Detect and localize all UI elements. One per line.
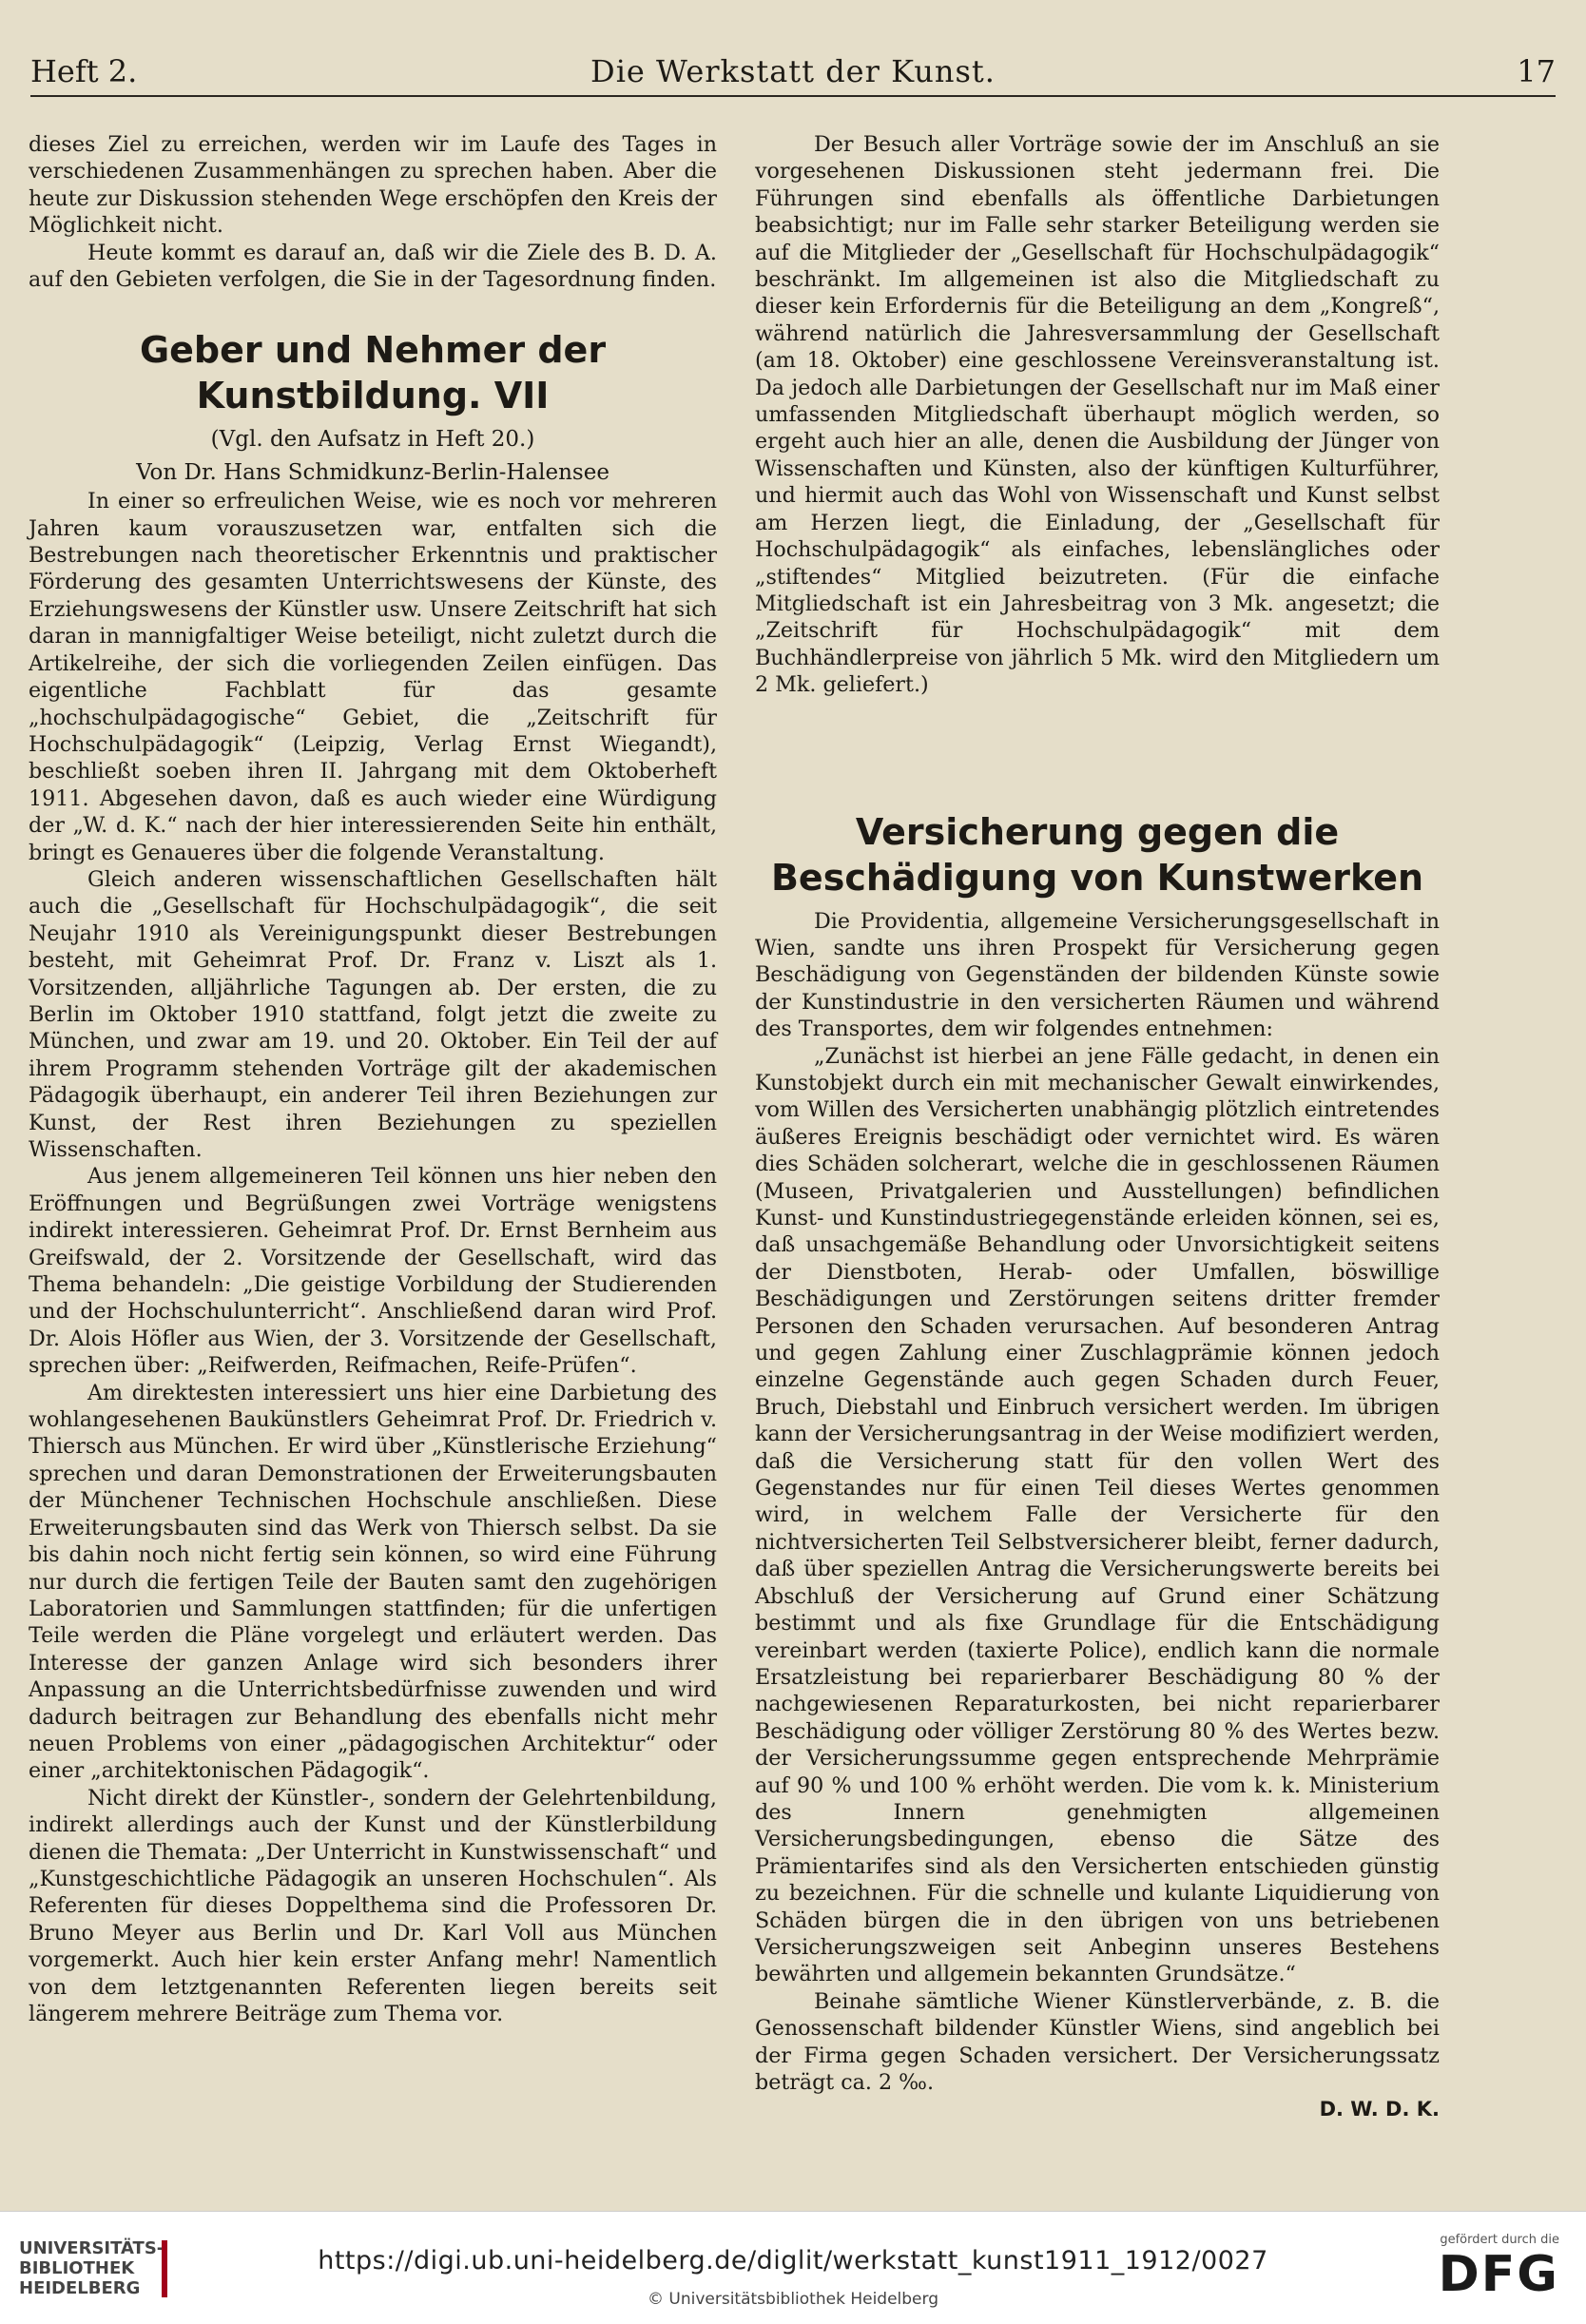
library-name-line: UNIVERSITÄTS- [19, 2238, 164, 2258]
body-paragraph: Gleich anderen wissenschaftlichen Gesellschaften hält auch die „Gesellschaft für Hochschulpädagogik“, die seit Neujahr 1910 als Vereinigungspunkt dieser Bestrebungen besteht, mit Geheimrat Prof. Dr. Franz v. Liszt als 1. Vorsitzenden, alljährliche Tagungen ab. Der ersten, die zu Berlin im Oktober 1910 stattfand, folgt jetzt die zweite zu München, und zwar am 19. und 20. Oktober. Ein Teil der auf ihrem Programm stehenden Vorträge gilt der akademischen Pädagogik überhaupt, ein anderer Teil ihren Beziehungen zur Kunst, der Rest ihren Beziehungen zu speziellen Wissenschaften. [29, 866, 717, 1162]
dfg-wordmark: DFG [1438, 2246, 1559, 2303]
body-paragraph: Am direktesten interessiert uns hier eine Darbietung des wohlangesehenen Baukünstlers Geheimrat Prof. Dr. Friedrich v. Thiersch aus München. Er wird über „Künstlerische Erziehung“ sprechen und daran Demonstrationen der Erweiterungsbauten der Münchener Technischen Hochschule anschließen. Diese Erweiterungsbauten sind das Werk von Thiersch selbst. Da sie bis dahin noch nicht fertig sein können, so wird eine Führung nur durch die fertigen Teile der Bauten samt den zugehörigen Laboratorien und Sammlungen stattfinden; für die unfertigen Teile werden die Pläne vorgelegt und erläutert werden. Das Interesse der ganzen Anlage wird sich besonders ihrer Anpassung an die Unterrichtsbedürfnisse zuwenden und wird dadurch beitragen zur Behandlung des ebenfalls nicht mehr neuen Problems von einer „pädagogischen Architektur“ oder einer „architektonischen Pädagogik“. [29, 1380, 717, 1784]
right-column [755, 131, 1440, 2123]
library-name-line: HEIDELBERG [19, 2278, 141, 2298]
body-paragraph: Nicht direkt der Künstler-, sondern der Gelehrtenbildung, indirekt allerdings auch der Kunst und der Künstlerbildung dienen die Themata: „Der Unterricht in Kunstwissenschaft“ und „Kunstgeschichtliche Pädagogik an unseren Hochschulen“. Als Referenten für dieses Doppelthema sind die Professoren Dr. Bruno Meyer aus Berlin und Dr. Karl Voll aus München vorgemerkt. Auch hier kein erster Anfang mehr! Namentlich von dem letztgenannten Referenten liegen bereits seit längerem mehrere Beiträge zum Thema vor. [29, 1785, 717, 2026]
library-name-line: BIBLIOTHEK [19, 2258, 135, 2278]
article-author: Von Dr. Hans Schmidkunz-Berlin-Halensee [136, 459, 609, 485]
intro-paragraph: Heute kommt es darauf an, daß wir die Ziele des B. D. A. auf den Gebieten verfolgen, die Sie in der Tagesordnung finden. [29, 240, 717, 293]
issue-label: Heft 2. [30, 53, 138, 89]
body-paragraph: Beinahe sämtliche Wiener Künstlerverbände, z. B. die Genossenschaft bildender Künstler Wiens, sind angeblich bei der Firma gegen Schaden versichert. Der Versicherungssatz beträgt ca. 2 ‰. [755, 1988, 1440, 2095]
intro-paragraph: dieses Ziel zu erreichen, werden wir im Laufe des Tages in verschiedenen Zusammenhängen zu sprechen haben. Aber die heute zur Diskussion stehenden Wege erschöpfen den Kreis der Möglichkeit nicht. [29, 132, 717, 239]
article-signature: D. W. D. K. [1319, 2098, 1440, 2121]
permalink-url[interactable]: https://digi.ub.uni-heidelberg.de/diglit/werkstatt_kunst1911_1912/0027 [318, 2246, 1268, 2276]
article-title: Geber und Nehmer der Kunstbildung. VII [139, 329, 607, 417]
article-title: Versicherung gegen die Beschädigung von Kunstwerken [770, 810, 1424, 899]
body-paragraph: Der Besuch aller Vorträge sowie der im Anschluß an sie vorgesehenen Diskussionen steht jedermann frei. Die Führungen sind ebenfalls als öffentliche Darbietungen beabsichtigt; nur im Falle sehr starker Beteiligung werden sie auf die Mitglieder der „Gesellschaft für Hochschulpädagogik“ beschränkt. Im allgemeinen ist also die Mitgliedschaft zu dieser kein Erfordernis für die Beteiligung an dem „Kongreß“, während natürlich die Jahresversammlung der Gesellschaft (am 18. Oktober) eine geschlossene Vereinsveranstaltung ist. Da jedoch alle Darbietungen der Gesellschaft nur im Maß einer umfassenden Mitgliedschaft überhaupt möglich werden, so ergeht auch hier an alle, denen die Ausbildung der Jünger von Wissenschaften und Künsten, also der künftigen Kulturführer, und hiermit auch das Wohl von Wissenschaft und Kunst selbst am Herzen liegt, die Einladung, der „Gesellschaft für Hochschulpädagogik“ als einfaches, lebenslängliches oder „stiftendes“ Mitglied beizutreten. (Für die einfache Mitgliedschaft ist ein Jahresbeitrag von 3 Mk. angesetzt; die „Zeitschrift für Hochschulpädagogik“ mit dem Buchhändlerpreise von jährlich 5 Mk. wird den Mitgliedern um 2 Mk. geliefert.) [755, 132, 1440, 698]
dfg-caption: gefördert durch die [1440, 2233, 1559, 2247]
journal-title: Die Werkstatt der Kunst. [590, 53, 996, 89]
body-paragraph: Die Providentia, allgemeine Versicherungsgesellschaft in Wien, sandte uns ihren Prospekt für Versicherung gegen Beschädigung von Gegenständen der bildenden Künste sowie der Kunstindustrie in den versicherten Räumen und während des Transportes, dem wir folgendes entnehmen: [755, 908, 1440, 1042]
page-number: 17 [1517, 53, 1556, 89]
body-paragraph: In einer so erfreulichen Weise, wie es noch vor mehreren Jahren kaum vorauszusetzen war, entfalten sich die Bestrebungen nach theoretischer Erkenntnis und praktischer Förderung des gesamten Unterrichtswesens der Künste, des Erziehungswesens der Künstler usw. Unsere Zeitschrift hat sich daran in mannigfaltiger Weise beteiligt, nicht zuletzt durch die Artikelreihe, der sich die vorliegenden Zeilen einfügen. Das eigentliche Fachblatt für das gesamte „hochschulpädagogische“ Gebiet, die „Zeitschrift für Hochschulpädagogik“ (Leipzig, Verlag Ernst Wiegandt), beschließt soeben ihren II. Jahrgang mit dem Oktoberheft 1911. Abgesehen davon, daß es auch wieder eine Würdigung der „W. d. K.“ nach der hier interessierenden Seite hin enthält, bringt es Genaueres über die folgende Veranstaltung. [29, 489, 717, 865]
page-header [30, 46, 1556, 97]
dfg-logo[interactable] [1439, 2233, 1559, 2302]
left-column [29, 131, 717, 2027]
body-paragraph: Aus jenem allgemeineren Teil können uns hier neben den Eröffnungen und Begrüßungen zwei Vorträge wenigstens indirekt interessieren. Geheimrat Prof. Dr. Ernst Bernheim aus Greifswald, der 2. Vorsitzende der Gesellschaft, wird das Thema behandeln: „Die geistige Vorbildung der Studierenden und der Hochschulunterricht“. Anschließend daran wird Prof. Dr. Alois Höfler aus Wien, der 3. Vorsitzende der Gesellschaft, sprechen über: „Reifwerden, Reifmachen, Reife-Prüfen“. [29, 1164, 717, 1379]
article-reference: (Vgl. den Aufsatz in Heft 20.) [210, 427, 535, 453]
copyright-notice: © Universitätsbibliothek Heidelberg [647, 2290, 938, 2309]
quote-paragraph: „Zunächst ist hierbei an jene Fälle gedacht, in denen ein Kunstobjekt durch ein mit mechanischer Gewalt einwirkendes, vom Willen des Versicherten unabhängig plötzlich eintretendes äußeres Ereignis beschädigt oder vernichtet wird. Es wären dies Schäden solcherart, welche die in geschlossenen Räumen (Museen, Privatgalerien und Ausstellungen) befindlichen Kunst- und Kunstindustriegegenstände erleiden können, sei es, daß unsachgemäße Behandlung oder Unvorsichtigkeit seitens der Dienstboten, Herab- oder Umfallen, böswillige Beschädigungen und Zerstörungen seitens dritter fremder Personen den Schaden verursachen. Auf besonderen Antrag und gegen Zahlung einer Zuschlagprämie können jedoch einzelne Gegenstände auch gegen Schaden durch Feuer, Bruch, Diebstahl und Einbruch versichert werden. Im übrigen kann der Versicherungsantrag in der Weise modifiziert werden, daß die Versicherung statt für den vollen Wert des Gegenstandes nur für einen Teil dieses Wertes genommen wird, in welchem Falle der Versicherte für den nichtversicherten Teil Selbstversicherer bleibt, ferner dadurch, daß über speziellen Antrag die Versicherungswerte bereits bei Abschluß der Versicherung auf Grund einer Schätzung bestimmt und als fixe Grundlage für die Entschädigung vereinbart werden (taxierte Police), endlich kann die normale Ersatzleistung bei reparierbarer Beschädigung 80 % der nachgewiesenen Reparaturkosten, bei nicht reparierbarer Beschädigung oder völliger Zerstörung 80 % des Wertes bezw. der Versicherungssumme gegen entsprechende Mehrprämie auf 90 % und 100 % erhöht werden. Die vom k. k. Ministerium des Innern genehmigten allgemeinen Versicherungsbedingungen, ebenso die Sätze des Prämientarifes sind als den Versicherten entschieden günstig zu bezeichnen. Für die schnelle und kulante Liquidierung von Schäden bürgen die in den übrigen von uns betriebenen Versicherungszweigen seit Anbeginn unseres Bestehens bewährten und allgemein bekannten Grundsätze.“ [755, 1043, 1440, 1987]
viewer-footer [0, 2211, 1586, 2324]
